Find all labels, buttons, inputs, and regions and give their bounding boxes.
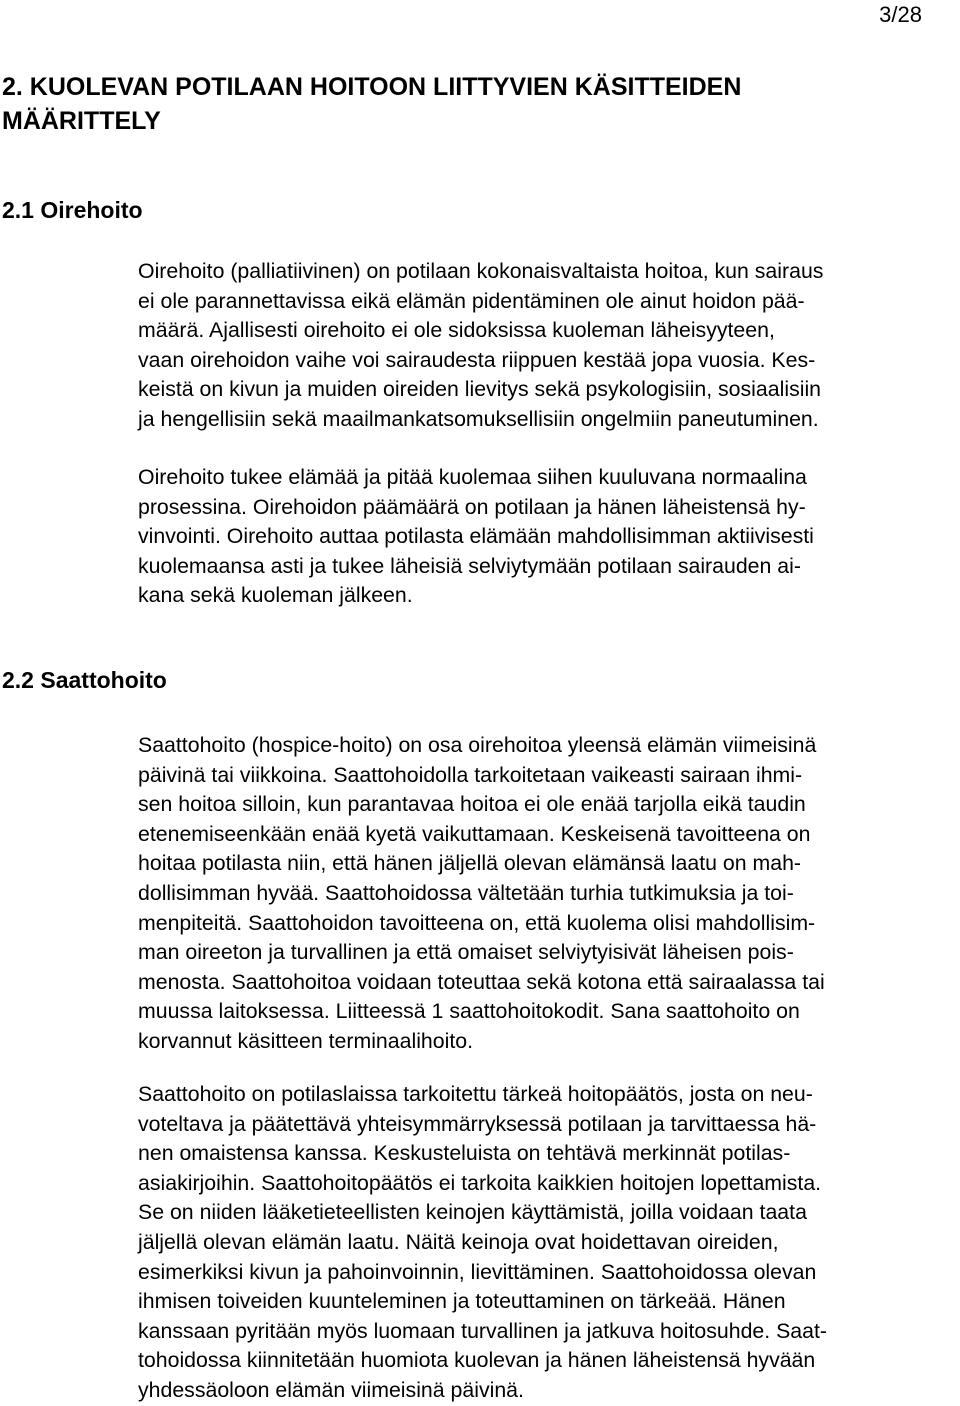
section-heading-saattohoito: 2.2 Saattohoito bbox=[2, 667, 167, 693]
page-number: 3/28 bbox=[879, 2, 922, 27]
oirehoito-paragraph-1: Oirehoito (palliatiivinen) on potilaan kokonaisvaltaista hoitoa, kun sairaus ei ole parannettavissa eikä elämän pidentäminen ole ainut hoidon pää- määrä. Ajallisesti oirehoito ei ole sidoksissa kuoleman läheisyyteen, vaan oirehoidon vaihe voi sairaudesta riippuen kestää jopa vuosia. Kes- keistä on kivun ja muiden oireiden lievitys sekä psykologisiin, sosiaalisiin ja hengellisiin sekä maailmankatsomuksellisiin ongelmiin paneutuminen. bbox=[138, 259, 824, 431]
oirehoito-paragraph-2: Oirehoito tukee elämää ja pitää kuolemaa siihen kuuluvana normaalina prosessina. Oirehoidon päämäärä on potilaan ja hänen läheistensä hy- vinvointi. Oirehoito auttaa potilasta elämään mahdollisimman aktiivisesti kuolemaansa asti ja tukee läheisiä selviytymään potilaan sairauden ai- kana sekä kuoleman jälkeen. bbox=[138, 465, 814, 608]
section-heading-oirehoito: 2.1 Oirehoito bbox=[2, 197, 143, 223]
saattohoito-paragraph-1: Saattohoito (hospice-hoito) on osa oirehoitoa yleensä elämän viimeisinä päivinä tai viikkoina. Saattohoidolla tarkoitetaan vaikeasti sairaan ihmi- sen hoitoa silloin, kun parantavaa hoitoa ei ole enää tarjolla eikä taudin etenemiseenkään enää kyetä vaikuttamaan. Keskeisenä tavoitteena on hoitaa potilasta niin, että hänen jäljellä olevan elämänsä laatu on mah- dollisimman hyvää. Saattohoidossa vältetään turhia tutkimuksia ja toi- menpiteitä. Saattohoidon tavoitteena on, että kuolema olisi mahdollisim- man oireeton ja turvallinen ja että omaiset selviytyisivät läheisen pois- menosta. Saattohoitoa voidaan toteuttaa sekä kotona että sairaalassa tai muussa laitoksessa. Liitteessä 1 saattohoitokodit. Sana saattohoito on korvannut käsitteen terminaalihoito. bbox=[138, 733, 825, 1053]
saattohoito-paragraph-2: Saattohoito on potilaslaissa tarkoitettu tärkeä hoitopäätös, josta on neu- voteltava ja päätettävä yhteisymmärryksessä potilaan ja tarvittaessa hä- nen omaistensa kanssa. Keskusteluista on tehtävä merkinnät potilas- asiakirjoihin. Saattohoitopäätös ei tarkoita kaikkien hoitojen lopettamista. Se on niiden lääketieteellisten keinojen käyttämistä, joilla voidaan taata jäljellä olevan elämän laatu. Näitä keinoja ovat hoidettavan oireiden, esimerkiksi kivun ja pahoinvoinnin, lievittäminen. Saattohoidossa olevan ihmisen toiveiden kuunteleminen ja toteuttaminen on tärkeää. Hänen kanssaan pyritään myös luomaan turvallinen ja jatkuva hoitosuhde. Saat- tohoidossa kiinnitetään huomiota kuolevan ja hänen läheistensä hyvään yhdessäoloon elämän viimeisinä päivinä. bbox=[138, 1082, 827, 1402]
chapter-title: 2. KUOLEVAN POTILAAN HOITOON LIITTYVIEN KÄSITTEIDEN MÄÄRITTELY bbox=[2, 73, 742, 135]
